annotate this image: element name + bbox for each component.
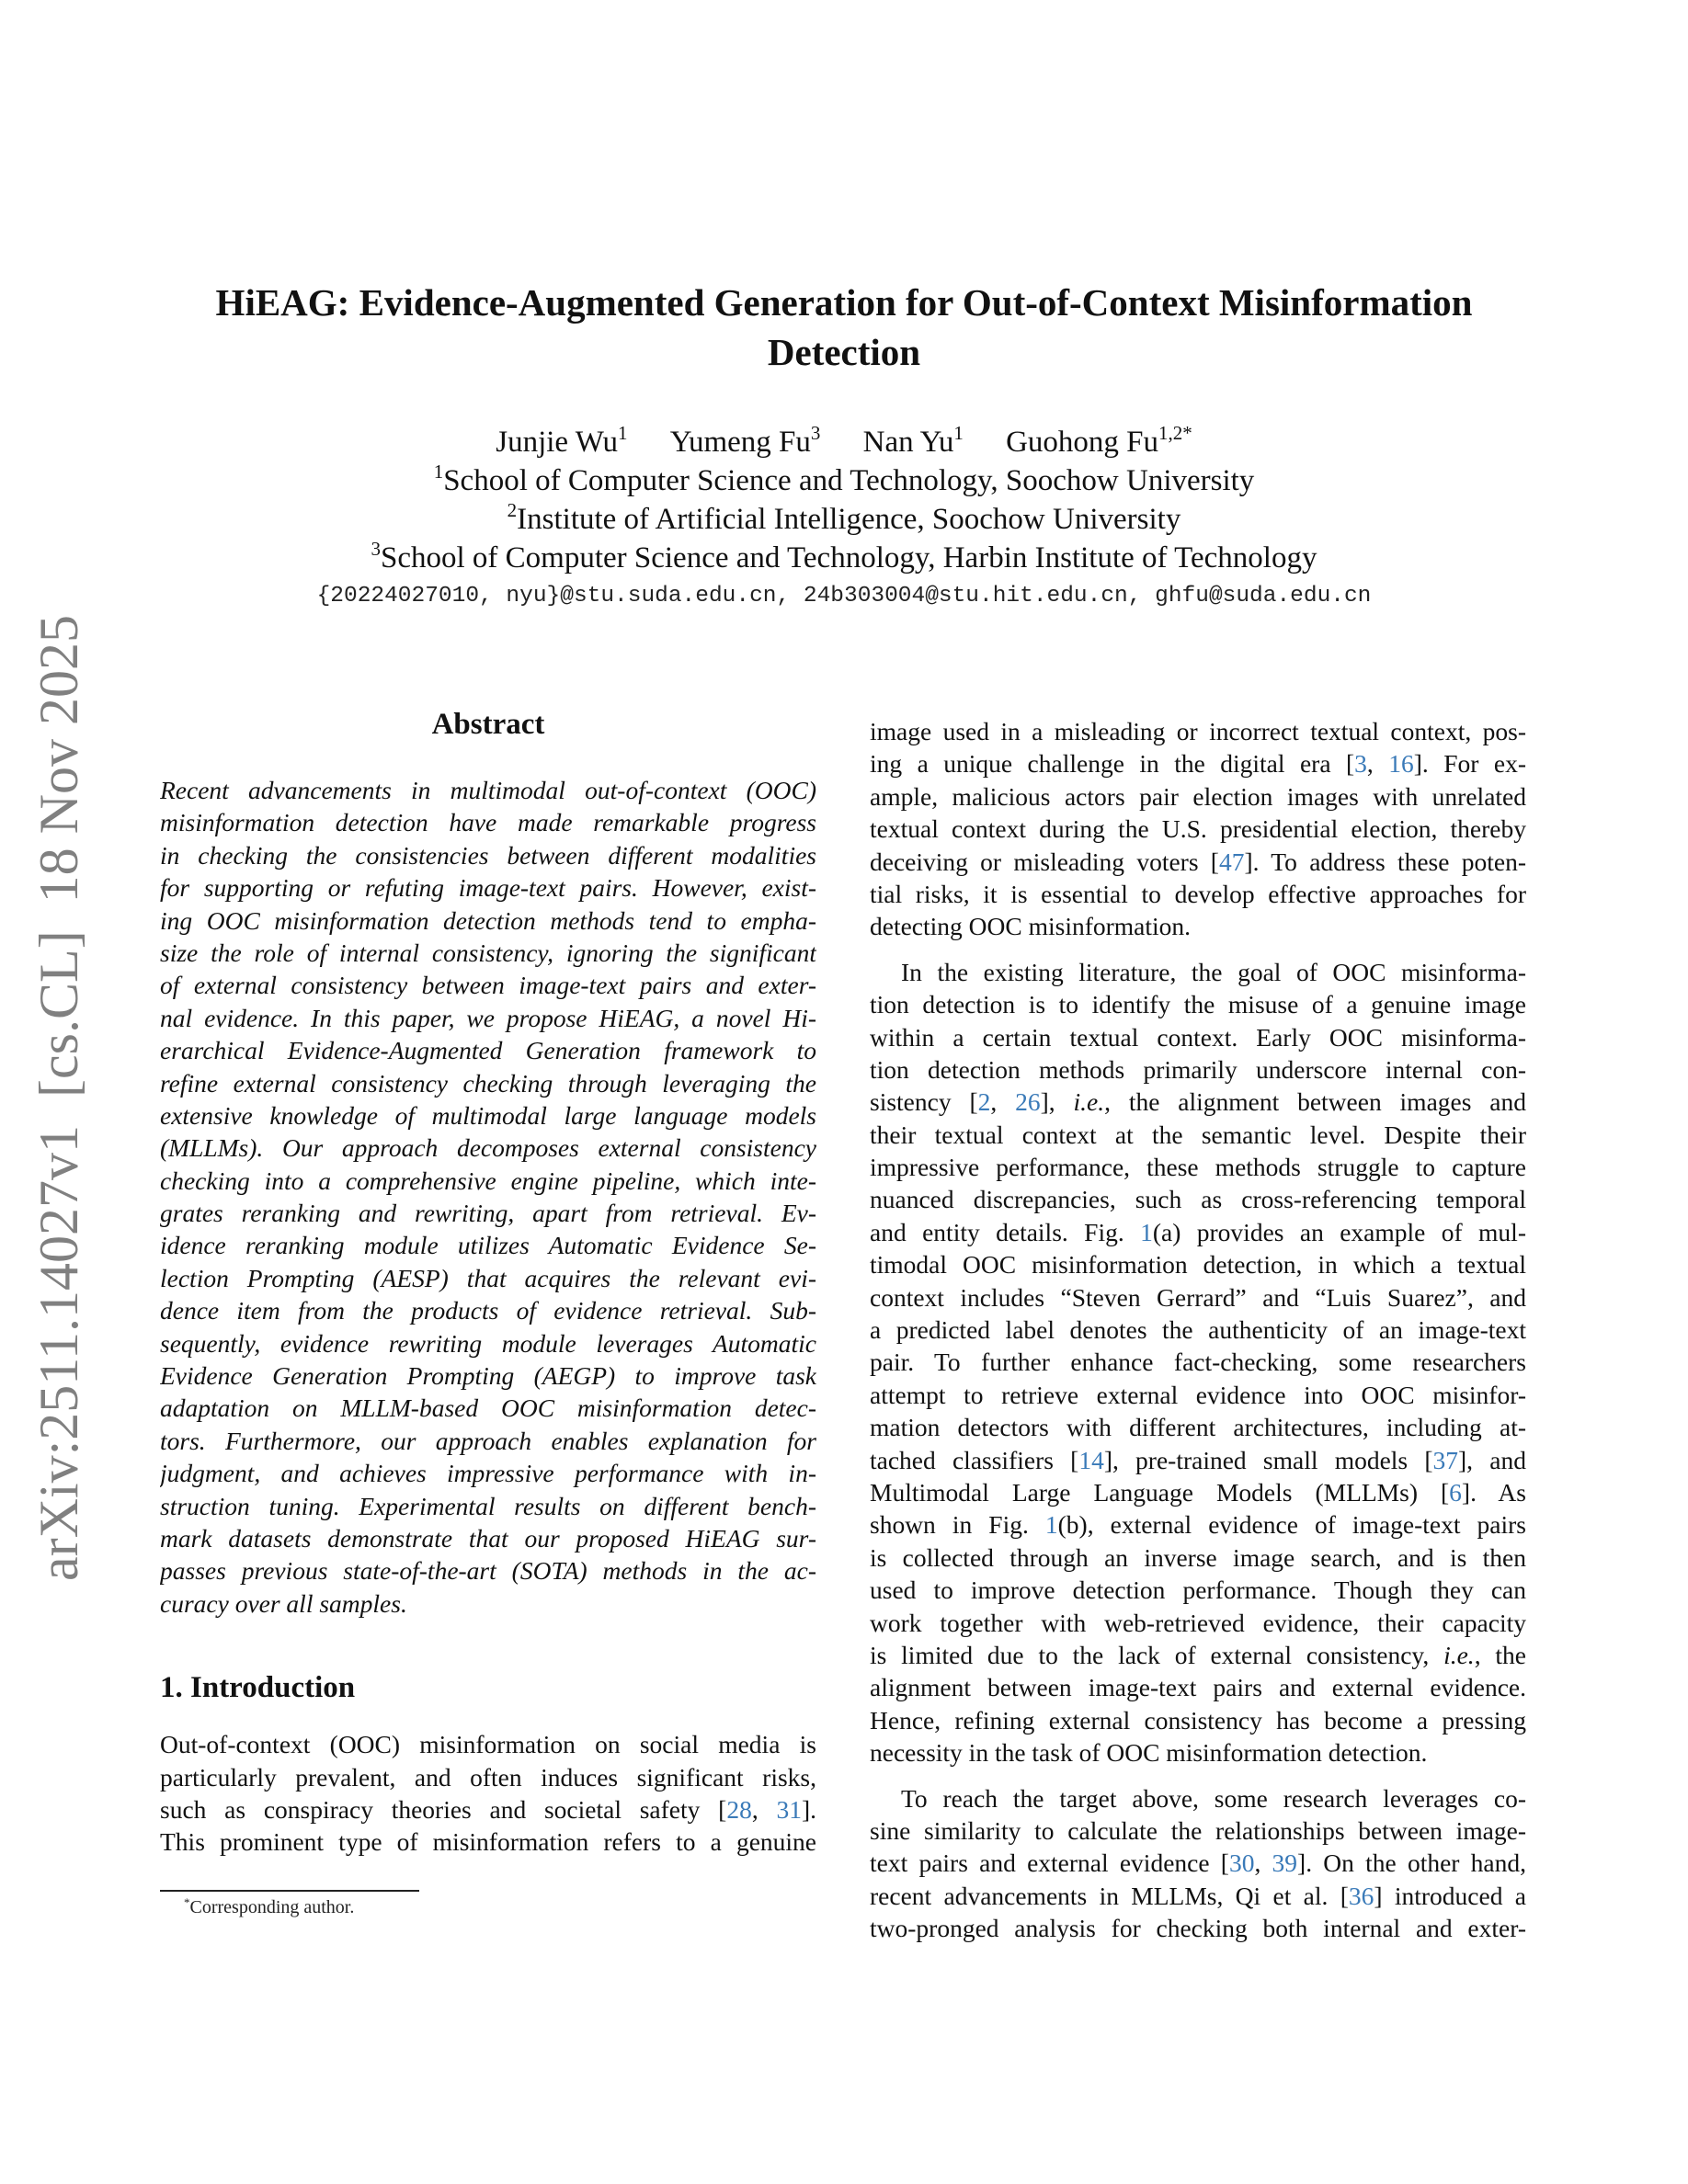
text-line: [870, 1639, 1526, 1671]
text-line: dence item from the products of evidence retrieval. Sub-: [160, 1296, 816, 1325]
author-affiliation-mark: 1,2*: [1158, 422, 1192, 444]
author-name: Nan Yu: [862, 426, 954, 459]
text-run: In the existing literature, the goal of OOC misinforma-: [901, 957, 1526, 986]
text-run: shown in Fig.: [870, 1510, 1045, 1540]
text-line: mark datasets demonstrate that our proposed HiEAG sur-: [160, 1523, 816, 1553]
affiliation: [147, 539, 1541, 577]
citation-link[interactable]: 36: [1348, 1881, 1374, 1910]
text-line: ing OOC misinformation detection methods tend to empha-: [160, 905, 816, 935]
text-line: judgment, and achieves impressive performance with in-: [160, 1459, 816, 1488]
affiliation-mark: 3: [371, 538, 381, 560]
text-line: [870, 1444, 1526, 1476]
text-line: [870, 988, 1526, 1020]
left-column: [160, 702, 816, 1919]
text-line: [870, 1216, 1526, 1248]
text-line: erarchical Evidence-Augmented Generation framework to: [160, 1036, 816, 1065]
citation-link[interactable]: 14: [1078, 1445, 1104, 1474]
text-line: (MLLMs). Our approach decomposes external consistency: [160, 1133, 816, 1163]
text-run: image used in a misleading or incorrect textual context, pos-: [870, 717, 1526, 745]
text-line: [870, 846, 1526, 878]
paper-header: [147, 278, 1541, 612]
author-name: Guohong Fu: [1006, 426, 1159, 459]
section-heading-introduction: 1. Introduction: [160, 1671, 356, 1705]
paper-title: [147, 278, 1541, 377]
text-run: ,: [1254, 1848, 1272, 1878]
text-run: sine similarity to calculate the relationships between image-: [870, 1815, 1526, 1845]
text-line: Recent advancements in multimodal out-of-context (OOC): [160, 776, 816, 804]
text-line: for supporting or refuting image-text pairs. However, exist-: [160, 873, 816, 903]
text-line: in checking the consistencies between different modalities: [160, 840, 816, 870]
affiliation-text: School of Computer Science and Technology, Soochow University: [443, 464, 1255, 497]
text-line: [870, 1476, 1526, 1508]
text-line: sequently, evidence rewriting module leverages Automatic: [160, 1328, 816, 1358]
arxiv-date: 18 Nov 2025: [28, 614, 89, 904]
text-line: adaptation on MLLM-based OOC misinformation detec-: [160, 1393, 816, 1423]
abstract-heading: Abstract: [431, 708, 545, 741]
text-run: ,: [751, 1794, 777, 1824]
text-line: [870, 1782, 1526, 1814]
text-run: ,: [990, 1087, 1016, 1117]
text-run: (a) provides an example of mul-: [1152, 1217, 1526, 1246]
text-run: ]. For ex-: [1413, 749, 1526, 779]
text-line: [870, 1281, 1526, 1314]
text-run: Multimodal Large Language Models (MLLMs) [: [870, 1477, 1450, 1507]
text-run: , the alignment between images and: [1104, 1087, 1526, 1117]
italic-run: i.e.: [1073, 1087, 1105, 1117]
footnote-text: Corresponding author.: [189, 1896, 355, 1917]
citation-link[interactable]: 1: [1140, 1217, 1153, 1246]
author: [1006, 422, 1192, 459]
right-column: [870, 715, 1526, 1944]
author-emails: {20224027010, nyu}@stu.suda.edu.cn, 24b303004@stu.hit.edu.cn, ghfu@suda.edu.cn: [316, 584, 1372, 609]
text-run: used to improve detection performance. Though they can: [870, 1575, 1526, 1605]
text-line: idence reranking module utilizes Automatic Evidence Se-: [160, 1231, 816, 1260]
intro-left-column: [160, 1728, 816, 1859]
author-name: Yumeng Fu: [669, 426, 811, 459]
text-run: context includes “Steven Gerrard” and “Luis Suarez”, and: [870, 1282, 1526, 1312]
text-run: tion detection methods primarily underscore internal con-: [870, 1054, 1526, 1084]
text-line: [870, 780, 1526, 813]
text-line: [870, 1912, 1526, 1944]
text-line: [870, 1607, 1526, 1639]
text-line: Evidence Generation Prompting (AEGP) to improve task: [160, 1361, 816, 1391]
title-line-1: HiEAG: Evidence-Augmented Generation for Out-of-Context Misinformation: [215, 281, 1473, 324]
text-line: [160, 1826, 816, 1858]
text-run: ]. To address these poten-: [1244, 847, 1526, 876]
text-line: [870, 1086, 1526, 1118]
text-run: , the: [1474, 1640, 1526, 1669]
intro-paragraph-1: [870, 715, 1526, 943]
author-block: [147, 423, 1541, 577]
text-line: [870, 1346, 1526, 1378]
text-run: ], and: [1458, 1445, 1526, 1474]
text-line: refine external consistency checking through leveraging the: [160, 1068, 816, 1098]
text-run: is collected through an inverse image search, and is then: [870, 1542, 1526, 1572]
text-run: ], pre-trained small models [: [1103, 1445, 1433, 1474]
text-line: extensive knowledge of multimodal large language models: [160, 1100, 816, 1130]
text-run: sistency [: [870, 1087, 978, 1117]
author-list: [147, 423, 1541, 461]
text-run: text pairs and external evidence [: [870, 1848, 1229, 1878]
text-line: [870, 878, 1526, 910]
text-run: necessity in the task of OOC misinformation detection.: [870, 1738, 1428, 1768]
text-run: work together with web-retrieved evidence, their capacity: [870, 1608, 1526, 1637]
text-run: To reach the target above, some research leverages co-: [901, 1783, 1526, 1813]
text-line: [160, 1728, 816, 1760]
footnote-divider: [160, 1890, 419, 1892]
text-line: passes previous state-of-the-art (SOTA) methods in the ac-: [160, 1556, 816, 1586]
text-run: (b), external evidence of image-text pairs: [1057, 1510, 1526, 1540]
affiliation-mark: 1: [433, 461, 444, 483]
author: [862, 422, 964, 459]
text-line: checking into a comprehensive engine pipeline, which inte-: [160, 1166, 816, 1195]
text-run: alignment between image-text pairs and external evidence.: [870, 1673, 1526, 1702]
footnote-area: [160, 1890, 816, 1919]
text-run: tial risks, it is essential to develop effective approaches for: [870, 879, 1526, 908]
text-line: [870, 1053, 1526, 1086]
author: [669, 422, 821, 459]
text-line: [870, 1541, 1526, 1574]
citation-link[interactable]: 3: [1354, 749, 1367, 779]
text-run: deceiving or misleading voters [: [870, 847, 1219, 876]
text-line: [870, 1021, 1526, 1053]
text-line: [870, 1151, 1526, 1183]
citation-link[interactable]: 39: [1272, 1848, 1298, 1878]
text-line: [870, 1574, 1526, 1606]
author-affiliation-mark: 1: [953, 422, 964, 444]
text-run: a predicted label denotes the authenticity of an image-text: [870, 1315, 1526, 1345]
arxiv-stamp: [13, 588, 105, 1581]
text-run: impressive performance, these methods struggle to capture: [870, 1153, 1526, 1182]
text-line: grates reranking and rewriting, apart from retrieval. Ev-: [160, 1199, 816, 1228]
arxiv-category: [cs.CL]: [28, 930, 89, 1098]
text-line: lection Prompting (AESP) that acquires the relevant evi-: [160, 1263, 816, 1292]
italic-run: i.e.: [1443, 1640, 1475, 1669]
footnote-mark: *: [184, 1894, 190, 1909]
author: [496, 422, 628, 459]
text-run: and entity details. Fig.: [870, 1217, 1141, 1246]
citation-link[interactable]: 16: [1388, 749, 1414, 779]
text-run: tion detection is to identify the misuse of a genuine image: [870, 990, 1526, 1019]
citation-link[interactable]: 47: [1218, 847, 1245, 876]
affiliation: [147, 500, 1541, 539]
text-line: [870, 1704, 1526, 1736]
citation-link[interactable]: 37: [1432, 1445, 1459, 1474]
text-line: curacy over all samples.: [160, 1588, 407, 1618]
affiliation-text: School of Computer Science and Technology, Harbin Institute of Technology: [381, 541, 1317, 574]
text-line: [870, 1671, 1526, 1703]
affiliation: [147, 461, 1541, 500]
text-line: [160, 1793, 816, 1826]
text-line: [160, 1761, 816, 1793]
text-run: mation detectors with different architectures, including at-: [870, 1413, 1526, 1442]
text-line: [870, 1379, 1526, 1411]
title-line-2: Detection: [767, 331, 921, 373]
text-line: nal evidence. In this paper, we propose HiEAG, a novel Hi-: [160, 1003, 816, 1032]
text-run: ,: [1366, 749, 1389, 779]
text-run: ]. As: [1461, 1477, 1526, 1507]
text-run: within a certain textual context. Early OOC misinforma-: [870, 1022, 1526, 1052]
text-run: This prominent type of misinformation refers to a genuine: [160, 1827, 816, 1857]
text-line: [870, 715, 1526, 747]
text-line: [870, 1880, 1526, 1912]
text-line: [870, 1508, 1526, 1541]
text-run: ] introduced a: [1374, 1881, 1526, 1910]
citation-link[interactable]: 6: [1449, 1477, 1462, 1507]
text-run: Hence, refining external consistency has become a pressing: [870, 1705, 1526, 1735]
text-line: [870, 1119, 1526, 1151]
abstract-body: [160, 774, 816, 1620]
citation-link[interactable]: 1: [1044, 1510, 1058, 1540]
text-line: [870, 1248, 1526, 1280]
affiliation-text: Institute of Artificial Intelligence, Soochow University: [517, 503, 1181, 536]
text-run: ing a unique challenge in the digital era [: [870, 749, 1355, 779]
text-line: misinformation detection have made remarkable progress: [160, 808, 816, 837]
citation-link[interactable]: 26: [1015, 1087, 1041, 1117]
citation-link[interactable]: 2: [977, 1087, 991, 1117]
text-line: [870, 956, 1526, 988]
text-run: their textual context at the semantic level. Despite their: [870, 1120, 1526, 1149]
text-run: particularly prevalent, and often induces significant risks,: [160, 1762, 816, 1792]
text-run: ],: [1040, 1087, 1074, 1117]
text-run: ample, malicious actors pair election images with unrelated: [870, 781, 1526, 811]
text-line: struction tuning. Experimental results on different bench-: [160, 1491, 816, 1520]
text-line: [870, 1314, 1526, 1346]
arxiv-id: arXiv:2511.14027v1: [28, 1124, 89, 1581]
citation-link[interactable]: 30: [1228, 1848, 1255, 1878]
text-line: tors. Furthermore, our approach enables explanation for: [160, 1426, 816, 1455]
text-line: [870, 1847, 1526, 1879]
text-run: such as conspiracy theories and societal safety [: [160, 1794, 727, 1824]
text-line: [870, 813, 1526, 845]
text-line: [870, 910, 1526, 942]
text-line: [870, 1736, 1526, 1769]
text-run: tached classifiers [: [870, 1445, 1079, 1474]
text-run: two-pronged analysis for checking both internal and exter-: [870, 1914, 1526, 1943]
text-run: pair. To further enhance fact-checking, some researchers: [870, 1348, 1526, 1377]
text-line: [870, 1814, 1526, 1847]
affiliation-mark: 2: [507, 499, 518, 521]
text-run: nuanced discrepancies, such as cross-referencing temporal: [870, 1185, 1526, 1214]
intro-paragraph-3: [870, 1782, 1526, 1945]
text-line: [870, 1183, 1526, 1215]
text-run: timodal OOC misinformation detection, in which a textual: [870, 1250, 1526, 1280]
text-run: detecting OOC misinformation.: [870, 912, 1192, 941]
text-line: of external consistency between image-text pairs and exter-: [160, 971, 816, 1000]
text-line: size the role of internal consistency, ignoring the significant: [160, 938, 816, 967]
citation-link[interactable]: 28: [726, 1794, 752, 1824]
text-run: attempt to retrieve external evidence into OOC misinfor-: [870, 1380, 1526, 1409]
text-run: textual context during the U.S. presidential election, thereby: [870, 814, 1526, 844]
footnote: [160, 1895, 816, 1919]
citation-link[interactable]: 31: [776, 1794, 802, 1824]
text-run: ].: [801, 1794, 816, 1824]
intro-paragraph-2: [870, 956, 1526, 1769]
text-run: ]. On the other hand,: [1297, 1848, 1526, 1878]
text-line: [870, 1411, 1526, 1443]
author-name: Junjie Wu: [496, 426, 619, 459]
text-run: recent advancements in MLLMs, Qi et al. [: [870, 1881, 1349, 1910]
author-affiliation-mark: 1: [618, 422, 628, 444]
author-affiliation-mark: 3: [810, 422, 821, 444]
text-line: [870, 747, 1526, 779]
text-run: is limited due to the lack of external consistency,: [870, 1640, 1444, 1669]
text-run: Out-of-context (OOC) misinformation on social media is: [160, 1730, 816, 1759]
